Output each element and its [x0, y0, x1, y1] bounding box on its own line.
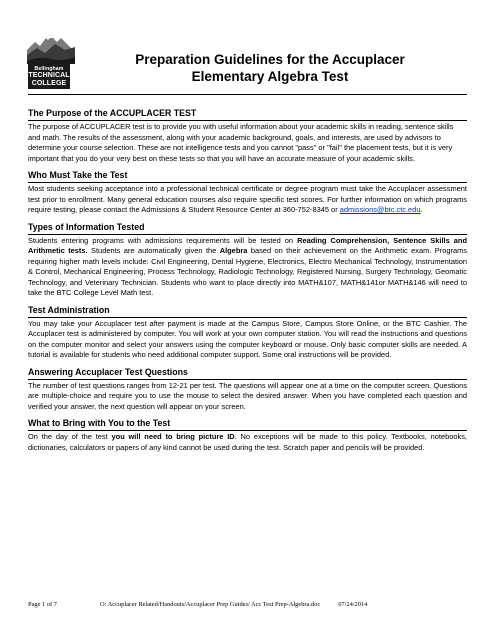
- section-body: You may take your Accuplacer test after payment is made at the Campus Store, Campus Store Online, or the BTC Cashier. The Accuplacer test is administered by computer. You will work at your own computer station. You will read the instructions and questions on the computer monitor and select your answers using the computer keyboard or mouse. Only basic computer skills are needed. A tutorial is available for students who need additional computer support. Some oral instructions will be provided.: [28, 318, 467, 359]
- mountain-logo-icon: [27, 28, 75, 64]
- section-purpose: [28, 108, 467, 164]
- section-heading: Test Administration: [28, 305, 467, 318]
- section-heading: What to Bring with You to the Test: [28, 418, 467, 431]
- title-line-1: Preparation Guidelines for the Accuplacer: [135, 52, 405, 67]
- section-heading: Types of Information Tested: [28, 222, 467, 235]
- section-heading: Who Must Take the Test: [28, 170, 467, 183]
- page-footer: [28, 601, 467, 608]
- page-number: Page 1 of 7: [28, 601, 57, 608]
- admissions-email-link[interactable]: admissions@btc.ctc.edu: [339, 205, 421, 214]
- section-body: Students entering programs with admissions requirements will be tested on Reading Comprehension, Sentence Skills and Arithmetic tests. Students are automatically given the Algebra based on their achievement on the Arithmetic exam. Programs requiring higher math levels include: Civil Engineering, Dental Hygiene, Electronics, Electro Mechanical Technology, Instrumentation & Control, Mechanical Engineering, Process Technology, Radiologic Technology, Registered Nursing, Surgery Technology, Geomatic Technology, and Veterinary Technician. Students who want to place directly into MATH&107, MATH&141or MATH&146 will need to take the BTC College Level Math test.: [28, 235, 468, 297]
- section-types: [28, 222, 467, 299]
- college-logo: [27, 28, 75, 89]
- section-bring: [28, 418, 467, 453]
- file-path: O: Accuplacer Related/Handouts/Accuplacer Prep Guides/ Acc Test Prep-Algebra.doc: [100, 601, 321, 608]
- title-line-2: Elementary Algebra Test: [191, 69, 349, 84]
- logo-wordmark: Bellingham TECHNICAL COLLEGE: [28, 66, 70, 87]
- section-heading: The Purpose of the ACCUPLACER TEST: [28, 108, 467, 121]
- document-title: [80, 51, 460, 85]
- section-answering: [28, 367, 467, 413]
- section-who: [28, 170, 467, 216]
- document-body: [28, 108, 467, 459]
- section-body: The purpose of ACCUPLACER test is to provide you with useful information about your academic skills in reading, sentence skills and math. The results of the assessment, along with your academic background, goals, and interests, are used by advisors to determine your course selection. These are not intelligence tests and you cannot "pass" or "fail" the placement tests, but it is very important that you do your very best on these tests so that you will have an accurate measure of your academic skills.: [28, 122, 454, 163]
- section-body: On the day of the test you will need to bring picture ID. No exceptions will be made to this policy. Textbooks, notebooks, dictionaries, calculators or papers of any kind cannot be used during the test. Scratch paper and pencils will be provided.: [28, 432, 467, 452]
- section-heading: Answering Accuplacer Test Questions: [28, 367, 467, 380]
- section-administration: [28, 305, 467, 361]
- header-divider: [28, 94, 467, 95]
- section-body: Most students seeking acceptance into a professional technical certificate or degree program must take the Accuplacer assessment test prior to enrollment. Many general education courses also require specific test scores. For further information on which programs require testing, please contact the Admissions & Student Resource Center at 360-752-8345 or admissions@btc.ctc.edu.: [28, 184, 467, 214]
- document-date: 07/24/2014: [338, 601, 368, 608]
- section-body: The number of test questions ranges from 12-21 per test. The questions will appear one at a time on the computer screen. Questions are multiple-choice and require you to use the mouse to select the desired answer. When you have completed each question and verified your answer, the next question will appear on your screen.: [28, 380, 467, 411]
